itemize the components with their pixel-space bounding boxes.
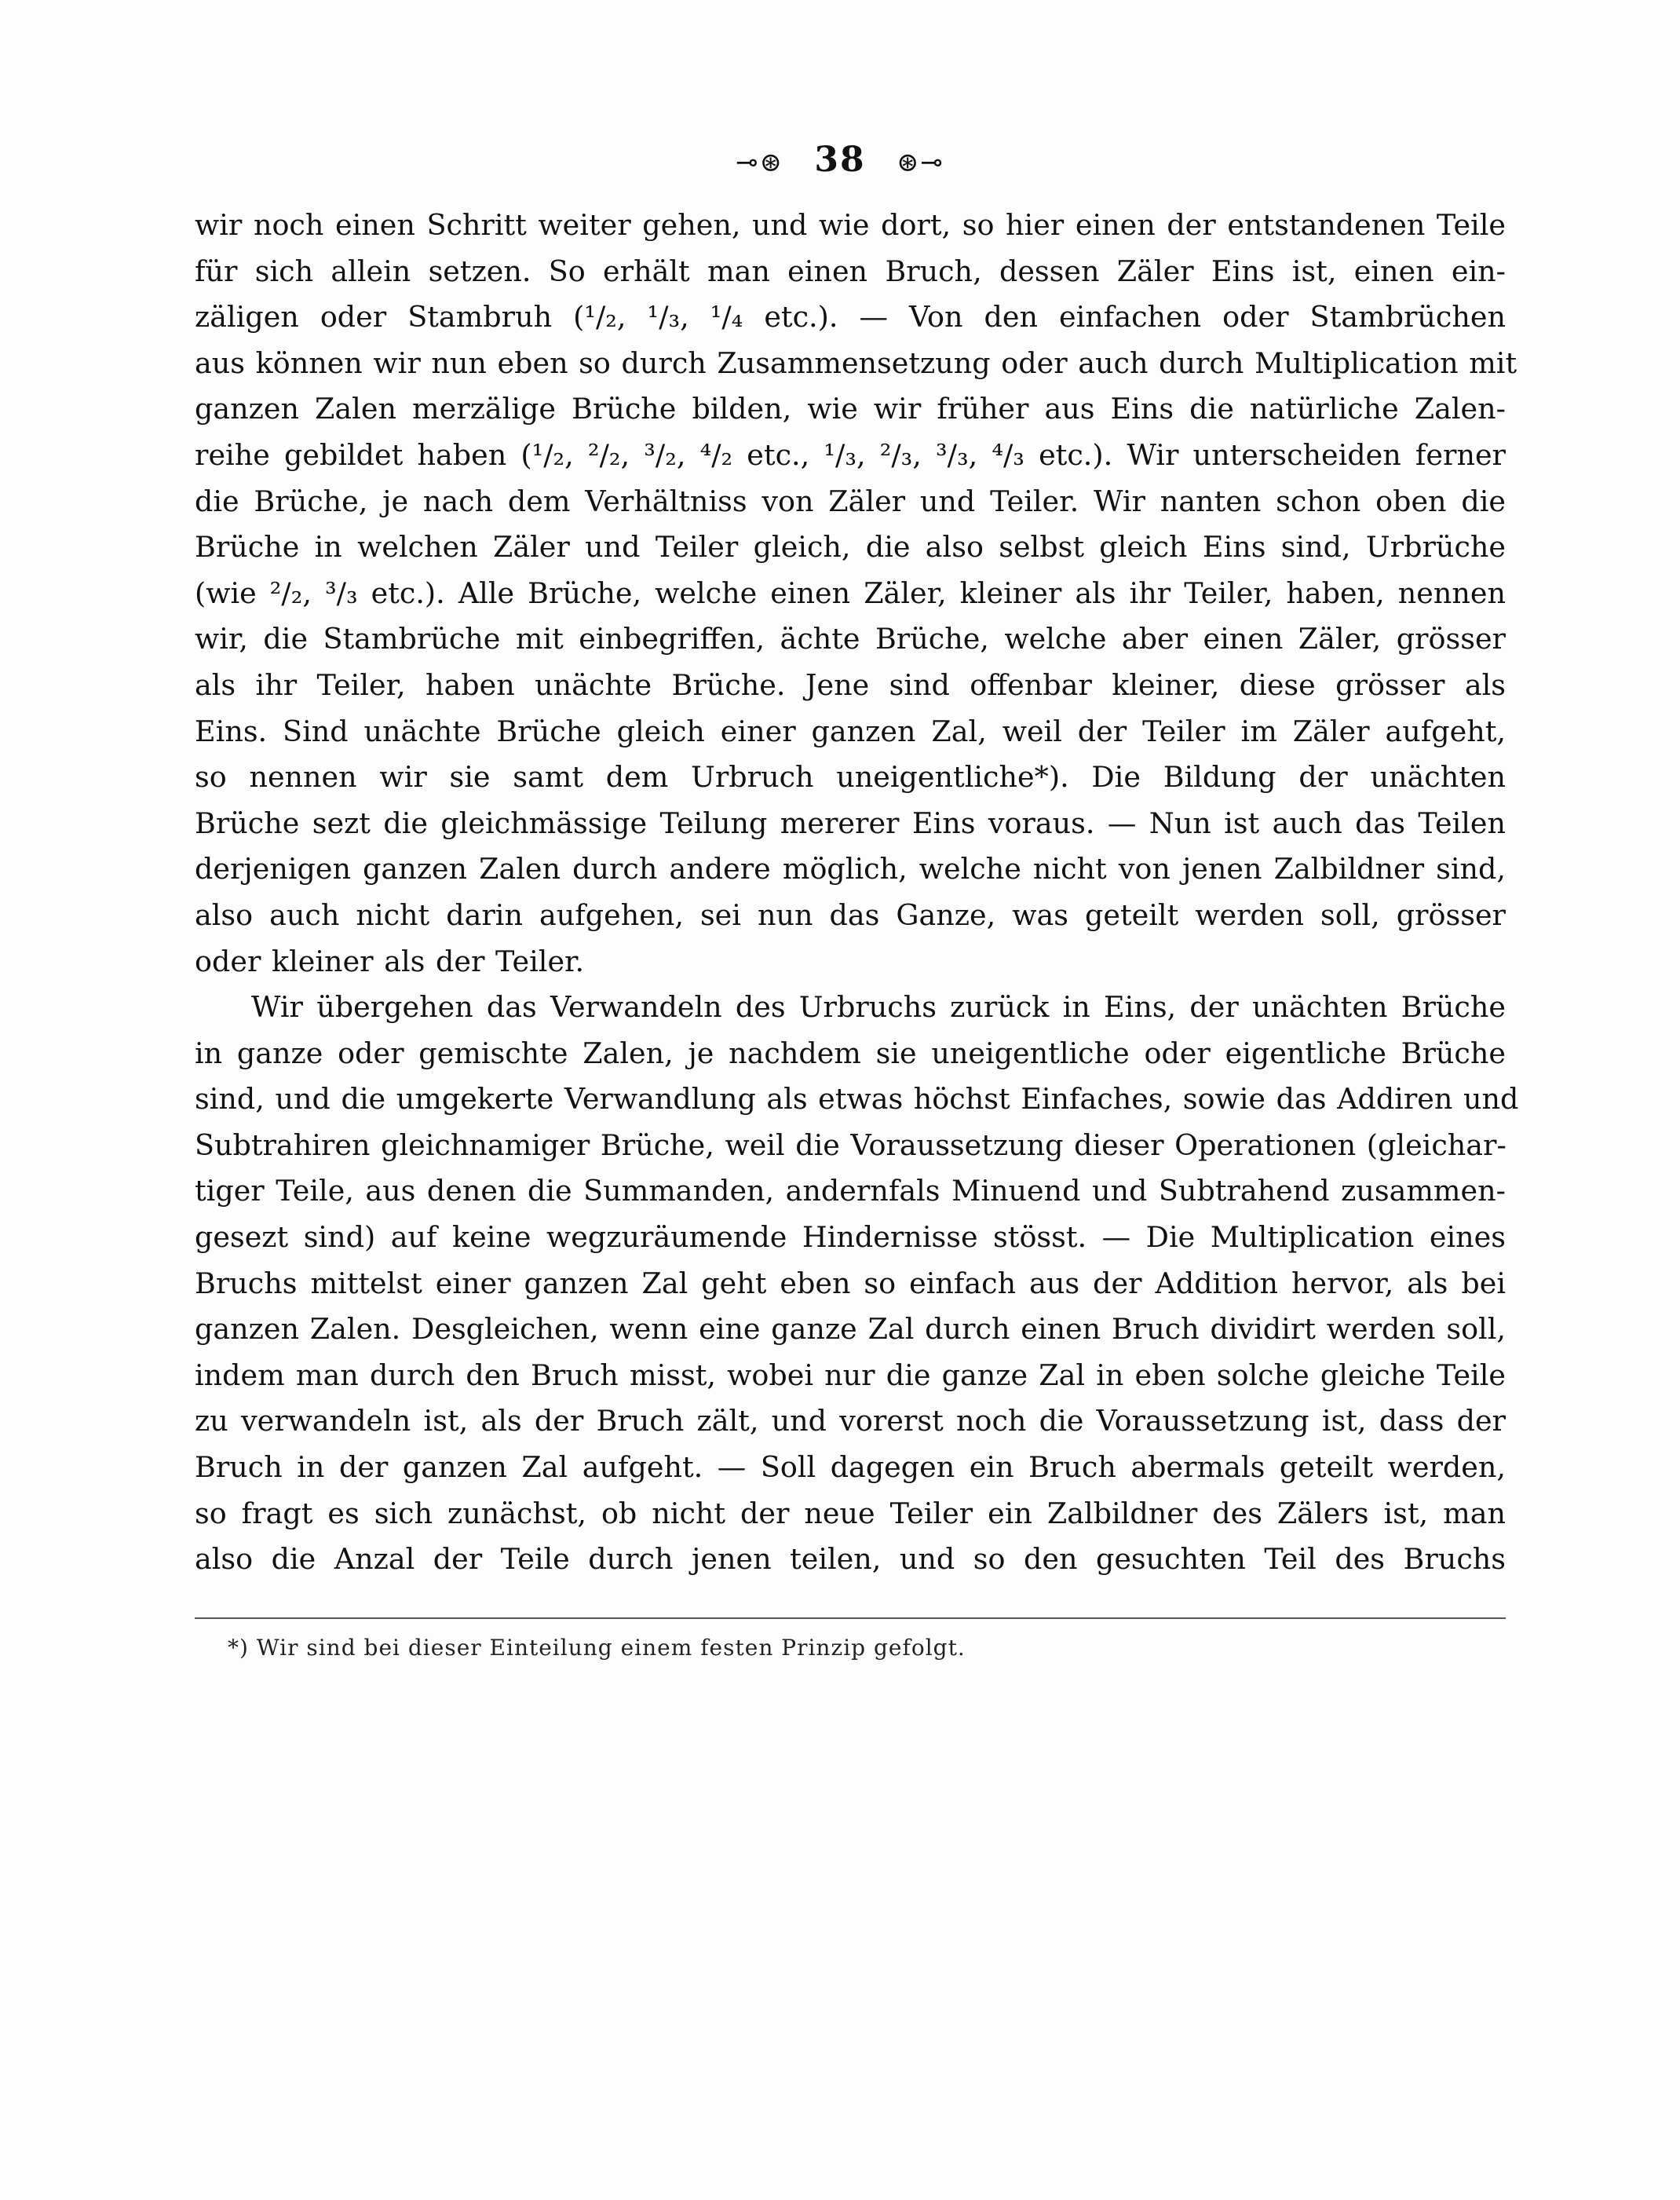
text-line: Brüche in welchen Zäler und Teiler gleich, die also selbst gleich Eins sind, Urbrüche xyxy=(195,530,1506,565)
text-line: reihe gebildet haben (¹/₂, ²/₂, ³/₂, ⁴/₂ etc., ¹/₃, ²/₃, ³/₃, ⁴/₃ etc.). Wir unterscheiden ferner xyxy=(195,437,1506,472)
text-line: wir, die Stambrüche mit einbegriffen, ächte Brüche, welche aber einen Zäler, grösser xyxy=(195,622,1506,656)
text-line: oder kleiner als der Teiler. xyxy=(195,944,585,978)
text-line: Subtrahiren gleichnamiger Brüche, weil die Voraussetzung dieser Operationen (gleichar- xyxy=(195,1127,1507,1162)
text-line: als ihr Teiler, haben unächte Brüche. Jene sind offenbar kleiner, diese grösser als xyxy=(195,667,1506,702)
text-line: ganzen Zalen. Desgleichen, wenn eine ganze Zal durch einen Bruch dividirt werden soll, xyxy=(195,1312,1506,1347)
text-line: wir noch einen Schritt weiter gehen, und wie dort, so hier einen der entstandenen Teile xyxy=(195,208,1506,242)
text-line: Brüche sezt die gleichmässige Teilung mererer Eins voraus. — Nun ist auch das Teilen xyxy=(195,806,1506,840)
text-line: (wie ²/₂, ³/₃ etc.). Alle Brüche, welche einen Zäler, kleiner als ihr Teiler, haben, nennen xyxy=(195,576,1506,610)
text-line: also auch nicht darin aufgehen, sei nun das Ganze, was geteilt werden soll, grösser xyxy=(195,897,1506,932)
text-line: aus können wir nun eben so durch Zusammensetzung oder auch durch Multiplication mit xyxy=(195,345,1517,380)
text-line: die Brüche, je nach dem Verhältniss von Zäler und Teiler. Wir nanten schon oben die xyxy=(195,484,1506,518)
text-line: Eins. Sind unächte Brüche gleich einer ganzen Zal, weil der Teiler im Zäler aufgeht, xyxy=(195,714,1506,748)
footnote-rule xyxy=(195,1617,1506,1619)
text-line: so fragt es sich zunächst, ob nicht der neue Teiler ein Zalbildner des Zälers ist, man xyxy=(195,1496,1506,1530)
text-line: in ganze oder gemischte Zalen, je nachdem sie uneigentliche oder eigentliche Brüche xyxy=(195,1036,1506,1070)
ornament-left: ⊸⊛ xyxy=(736,146,784,178)
text-line: zäligen oder Stambruh (¹/₂, ¹/₃, ¹/₄ etc.). — Von den einfachen oder Stambrüchen xyxy=(195,300,1506,334)
text-line: gesezt sind) auf keine wegzuräumende Hindernisse stösst. — Die Multiplication eines xyxy=(195,1220,1506,1255)
text-line: Bruch in der ganzen Zal aufgeht. — Soll dagegen ein Bruch abermals geteilt werden, xyxy=(195,1450,1506,1485)
footnote: *) Wir sind bei dieser Einteilung einem festen Prinzip gefolgt. xyxy=(228,1635,966,1661)
text-line: also die Anzal der Teile durch jenen teilen, und so den gesuchten Teil des Bruchs xyxy=(195,1542,1506,1577)
main-text xyxy=(195,203,1519,1583)
text-line: tiger Teile, aus denen die Summanden, andernfals Minuend und Subtrahend zusammen- xyxy=(195,1174,1506,1208)
text-line: zu verwandeln ist, als der Bruch zält, und vorerst noch die Voraussetzung ist, dass der xyxy=(195,1404,1506,1438)
text-line: sind, und die umgekerte Verwandlung als etwas höchst Einfaches, sowie das Addiren und xyxy=(195,1082,1519,1116)
text-line: Wir übergehen das Verwandeln des Urbruchs zurück in Eins, der unächten Brüche xyxy=(251,990,1506,1025)
text-line: ganzen Zalen merzälige Brüche bilden, wie wir früher aus Eins die natürliche Zalen- xyxy=(195,392,1506,426)
text-line: indem man durch den Bruch misst, wobei nur die ganze Zal in eben solche gleiche Teile xyxy=(195,1358,1506,1392)
text-line: so nennen wir sie samt dem Urbruch uneigentliche*). Die Bildung der unächten xyxy=(195,760,1506,795)
text-line: derjenigen ganzen Zalen durch andere möglich, welche nicht von jenen Zalbildner sind, xyxy=(195,852,1506,886)
text-line: Bruchs mittelst einer ganzen Zal geht eben so einfach aus der Addition hervor, als bei xyxy=(195,1266,1506,1300)
page-header xyxy=(0,140,1680,180)
page-number: 38 xyxy=(814,140,866,180)
ornament-right: ⊛⊸ xyxy=(896,146,944,178)
text-line: für sich allein setzen. So erhält man einen Bruch, dessen Zäler Eins ist, einen ein- xyxy=(195,254,1506,288)
